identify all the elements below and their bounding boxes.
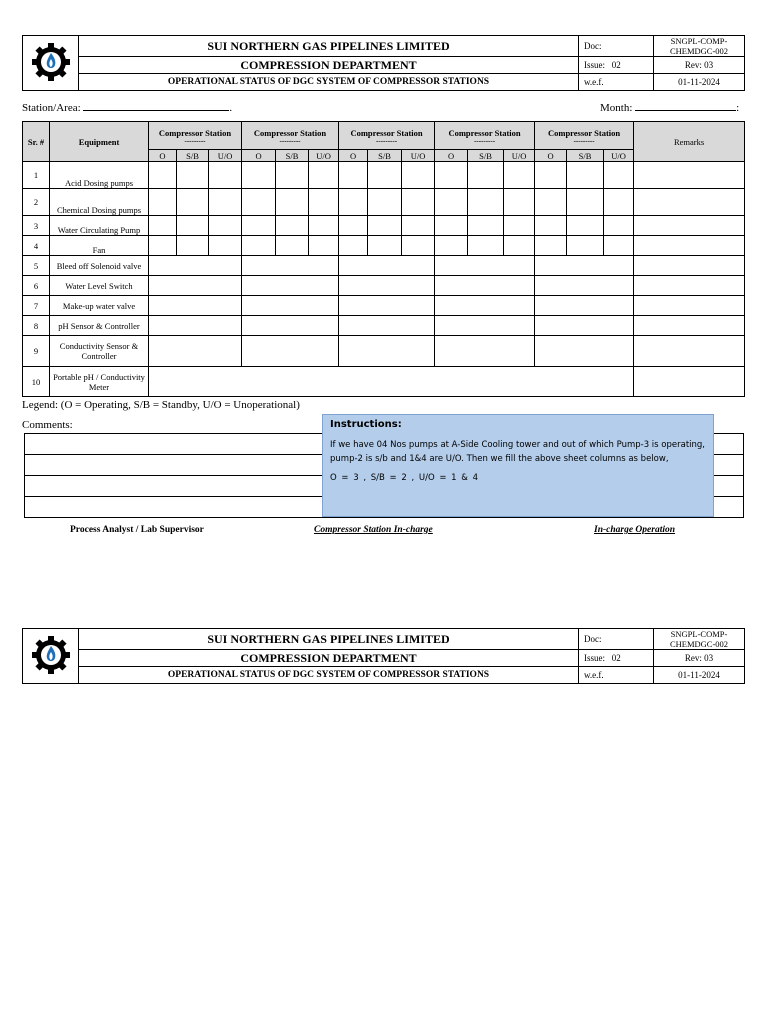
- status-subheader-o: O: [149, 150, 177, 162]
- status-entry-cell[interactable]: [276, 189, 309, 216]
- status-subheader-uo: U/O: [604, 150, 634, 162]
- station-area-label: Station/Area:: [22, 102, 81, 114]
- status-entry-cell[interactable]: [309, 162, 339, 189]
- sr-number-cell: 10: [23, 367, 50, 397]
- status-entry-cell[interactable]: [567, 236, 604, 256]
- station-header-1: [149, 122, 242, 150]
- station-entry-cell[interactable]: [149, 296, 242, 316]
- status-entry-cell[interactable]: [339, 162, 368, 189]
- status-entry-cell[interactable]: [535, 162, 567, 189]
- status-entry-cell[interactable]: [177, 189, 209, 216]
- status-entry-cell[interactable]: [535, 236, 567, 256]
- status-entry-cell[interactable]: [604, 162, 634, 189]
- station-blank-dash: ---------: [376, 136, 398, 145]
- issue-label: Issue:: [584, 653, 605, 663]
- station-header-label: Compressor Station: [253, 127, 327, 138]
- status-entry-cell[interactable]: [209, 216, 242, 236]
- status-entry-cell[interactable]: [567, 216, 604, 236]
- instructions-text: If we have 04 Nos pumps at A-Side Cooling tower and out of which Pump-3 is operating, pump-2 is s/b and 1&4 are U/O. Then we fill the above sheet columns as below,: [330, 440, 706, 464]
- station-entry-cell[interactable]: [242, 336, 339, 367]
- status-entry-cell[interactable]: [149, 189, 177, 216]
- station-entry-cell[interactable]: [242, 276, 339, 296]
- status-entry-cell[interactable]: [242, 189, 276, 216]
- signature-incharge-operation: In-charge Operation: [594, 525, 676, 535]
- company-name: SUI NORTHERN GAS PIPELINES LIMITED: [79, 629, 579, 650]
- status-entry-cell[interactable]: [242, 216, 276, 236]
- equipment-name-cell: Bleed off Solenoid valve: [50, 256, 149, 276]
- table-row: [23, 316, 745, 336]
- status-entry-cell[interactable]: [567, 189, 604, 216]
- signature-station-incharge: Compressor Station In-charge: [314, 525, 433, 535]
- station-entry-cell[interactable]: [435, 296, 535, 316]
- status-subheader-sb: S/B: [368, 150, 402, 162]
- station-header-4: [435, 122, 535, 150]
- legend: Legend: (O = Operating, S/B = Standby, U/O = Unoperational): [22, 399, 300, 411]
- status-entry-cell[interactable]: [276, 216, 309, 236]
- table-row: [23, 236, 745, 256]
- station-blank-dash: ---------: [279, 136, 301, 145]
- equipment-header: Equipment: [50, 122, 149, 162]
- status-subheader-o: O: [435, 150, 468, 162]
- remarks-cell[interactable]: [634, 236, 745, 256]
- status-entry-cell[interactable]: [468, 162, 504, 189]
- status-entry-cell[interactable]: [276, 236, 309, 256]
- status-entry-cell[interactable]: [468, 236, 504, 256]
- status-entry-cell[interactable]: [177, 162, 209, 189]
- status-entry-cell[interactable]: [535, 189, 567, 216]
- month-row: Month: :: [600, 102, 740, 114]
- sr-number-cell: 5: [23, 256, 50, 276]
- month-label: Month:: [600, 102, 633, 114]
- status-entry-cell[interactable]: [309, 216, 339, 236]
- status-entry-cell[interactable]: [309, 236, 339, 256]
- issue-label: Issue:: [584, 60, 605, 70]
- status-entry-cell[interactable]: [468, 216, 504, 236]
- station-blank-dash: ---------: [184, 136, 206, 145]
- form-title: OPERATIONAL STATUS OF DGC SYSTEM OF COMPRESSOR STATIONS: [79, 667, 579, 684]
- station-entry-cell[interactable]: [339, 256, 435, 276]
- issue-value: 02: [611, 653, 621, 663]
- status-entry-cell[interactable]: [339, 236, 368, 256]
- status-subheader-uo: U/O: [309, 150, 339, 162]
- remarks-cell[interactable]: [634, 296, 745, 316]
- status-entry-cell[interactable]: [368, 162, 402, 189]
- status-entry-cell[interactable]: [435, 216, 468, 236]
- station-header-2: [242, 122, 339, 150]
- equipment-name-cell: pH Sensor & Controller: [50, 316, 149, 336]
- status-entry-cell[interactable]: [435, 189, 468, 216]
- remarks-cell[interactable]: [634, 189, 745, 216]
- station-area-field[interactable]: [83, 100, 229, 111]
- status-entry-cell[interactable]: [402, 162, 435, 189]
- status-subheader-sb: S/B: [276, 150, 309, 162]
- station-entry-cell[interactable]: [339, 316, 435, 336]
- table-row: [23, 189, 745, 216]
- station-entry-cell[interactable]: [149, 256, 242, 276]
- remarks-cell[interactable]: [634, 256, 745, 276]
- equipment-name-cell: Conductivity Sensor & Controller: [50, 336, 149, 367]
- wef-date: 01-11-2024: [654, 74, 745, 91]
- doc-label: Doc:: [579, 36, 654, 57]
- all-stations-entry-cell[interactable]: [149, 367, 634, 397]
- company-logo: [23, 629, 79, 684]
- station-entry-cell[interactable]: [435, 336, 535, 367]
- equipment-name-cell: Water Level Switch: [50, 276, 149, 296]
- status-entry-cell[interactable]: [435, 236, 468, 256]
- department-name: COMPRESSION DEPARTMENT: [79, 650, 579, 667]
- status-entry-cell[interactable]: [177, 236, 209, 256]
- doc-number: SNGPL-COMP-CHEMDGC-002: [654, 629, 745, 650]
- status-entry-cell[interactable]: [368, 216, 402, 236]
- status-entry-cell[interactable]: [339, 216, 368, 236]
- issue-value: 02: [611, 60, 621, 70]
- status-subheader-uo: U/O: [504, 150, 535, 162]
- station-entry-cell[interactable]: [535, 316, 634, 336]
- table-row: [23, 296, 745, 316]
- status-subheader-o: O: [339, 150, 368, 162]
- sr-number-cell: 6: [23, 276, 50, 296]
- status-entry-cell[interactable]: [309, 189, 339, 216]
- wef-label: w.e.f.: [579, 667, 654, 684]
- status-entry-cell[interactable]: [402, 216, 435, 236]
- station-entry-cell[interactable]: [149, 316, 242, 336]
- gear-flame-logo-icon: [29, 633, 73, 677]
- station-entry-cell[interactable]: [435, 256, 535, 276]
- status-subheader-o: O: [242, 150, 276, 162]
- status-entry-cell[interactable]: [604, 236, 634, 256]
- status-entry-cell[interactable]: [402, 189, 435, 216]
- station-header-3: [339, 122, 435, 150]
- wef-date: 01-11-2024: [654, 667, 745, 684]
- table-row: [23, 276, 745, 296]
- status-subheader-sb: S/B: [567, 150, 604, 162]
- month-field[interactable]: [635, 100, 736, 111]
- status-entry-cell[interactable]: [339, 189, 368, 216]
- sr-number-cell: 9: [23, 336, 50, 367]
- remarks-cell[interactable]: [634, 276, 745, 296]
- doc-number: SNGPL-COMP-CHEMDGC-002: [654, 36, 745, 57]
- status-entry-cell[interactable]: [402, 236, 435, 256]
- station-header-label: Compressor Station: [350, 127, 423, 138]
- station-entry-cell[interactable]: [339, 276, 435, 296]
- station-entry-cell[interactable]: [535, 296, 634, 316]
- remarks-cell[interactable]: [634, 216, 745, 236]
- status-entry-cell[interactable]: [209, 162, 242, 189]
- status-entry-cell[interactable]: [242, 162, 276, 189]
- status-entry-cell[interactable]: [368, 189, 402, 216]
- doc-label: Doc:: [579, 629, 654, 650]
- status-entry-cell[interactable]: [567, 162, 604, 189]
- equipment-status-table: [22, 121, 745, 397]
- status-subheader-sb: S/B: [468, 150, 504, 162]
- comments-label: Comments:: [22, 419, 73, 431]
- remarks-header: Remarks: [634, 122, 745, 162]
- station-entry-cell[interactable]: [535, 256, 634, 276]
- status-entry-cell[interactable]: [504, 236, 535, 256]
- instructions-title: Instructions:: [330, 419, 402, 430]
- form-title: OPERATIONAL STATUS OF DGC SYSTEM OF COMPRESSOR STATIONS: [79, 74, 579, 91]
- status-subheader-uo: U/O: [402, 150, 435, 162]
- document-header-page-2: [22, 628, 745, 684]
- status-entry-cell[interactable]: [504, 189, 535, 216]
- status-entry-cell[interactable]: [504, 162, 535, 189]
- wef-label: w.e.f.: [579, 74, 654, 91]
- station-entry-cell[interactable]: [149, 336, 242, 367]
- sr-number-cell: 4: [23, 236, 50, 256]
- status-subheader-sb: S/B: [177, 150, 209, 162]
- sr-number-cell: 7: [23, 296, 50, 316]
- status-entry-cell[interactable]: [604, 189, 634, 216]
- revision: Rev: 03: [654, 650, 745, 667]
- status-entry-cell[interactable]: [435, 162, 468, 189]
- remarks-cell[interactable]: [634, 336, 745, 367]
- remarks-cell[interactable]: [634, 316, 745, 336]
- station-header-5: [535, 122, 634, 150]
- status-entry-cell[interactable]: [468, 189, 504, 216]
- company-logo: [23, 36, 79, 91]
- station-entry-cell[interactable]: [242, 256, 339, 276]
- station-entry-cell[interactable]: [339, 296, 435, 316]
- station-blank-dash: ---------: [474, 136, 496, 145]
- status-entry-cell[interactable]: [209, 236, 242, 256]
- station-header-label: Compressor Station: [547, 127, 621, 138]
- equipment-name-cell: Chemical Dosing pumps: [50, 189, 149, 216]
- equipment-name-cell: Acid Dosing pumps: [50, 162, 149, 189]
- remarks-cell[interactable]: [634, 367, 745, 397]
- status-entry-cell[interactable]: [535, 216, 567, 236]
- company-name: SUI NORTHERN GAS PIPELINES LIMITED: [79, 36, 579, 57]
- status-subheader-o: O: [535, 150, 567, 162]
- status-subheader-uo: U/O: [209, 150, 242, 162]
- equipment-name-cell: Water Circulating Pump: [50, 216, 149, 236]
- status-entry-cell[interactable]: [149, 236, 177, 256]
- sr-header: Sr. #: [23, 122, 50, 162]
- equipment-name-cell: Fan: [50, 236, 149, 256]
- status-entry-cell[interactable]: [368, 236, 402, 256]
- station-entry-cell[interactable]: [149, 276, 242, 296]
- station-entry-cell[interactable]: [535, 276, 634, 296]
- equipment-name-cell: Portable pH / Conductivity Meter: [50, 367, 149, 397]
- status-entry-cell[interactable]: [149, 162, 177, 189]
- instructions-callout: [322, 414, 714, 517]
- status-entry-cell[interactable]: [177, 216, 209, 236]
- department-name: COMPRESSION DEPARTMENT: [79, 57, 579, 74]
- instructions-example: O = 3 , S/B = 2 , U/O = 1 & 4: [330, 473, 479, 483]
- station-entry-cell[interactable]: [435, 276, 535, 296]
- signature-process-analyst: Process Analyst / Lab Supervisor: [70, 525, 204, 535]
- equipment-name-cell: Make-up water valve: [50, 296, 149, 316]
- status-entry-cell[interactable]: [276, 162, 309, 189]
- revision: Rev: 03: [654, 57, 745, 74]
- table-row: [23, 162, 745, 189]
- sr-number-cell: 8: [23, 316, 50, 336]
- remarks-cell[interactable]: [634, 162, 745, 189]
- station-entry-cell[interactable]: [339, 336, 435, 367]
- sr-number-cell: 1: [23, 162, 50, 189]
- table-row: [23, 336, 745, 367]
- status-entry-cell[interactable]: [604, 216, 634, 236]
- station-header-label: Compressor Station: [448, 127, 521, 138]
- table-row: [23, 256, 745, 276]
- gear-flame-logo-icon: [29, 40, 73, 84]
- status-entry-cell[interactable]: [504, 216, 535, 236]
- station-blank-dash: ---------: [573, 136, 595, 145]
- status-entry-cell[interactable]: [242, 236, 276, 256]
- sr-number-cell: 2: [23, 189, 50, 216]
- station-area-row: Station/Area: .: [22, 102, 233, 114]
- station-entry-cell[interactable]: [535, 336, 634, 367]
- status-entry-cell[interactable]: [149, 216, 177, 236]
- station-entry-cell[interactable]: [242, 296, 339, 316]
- table-row: [23, 216, 745, 236]
- document-header: [22, 35, 745, 91]
- station-header-label: Compressor Station: [158, 127, 232, 138]
- station-entry-cell[interactable]: [242, 316, 339, 336]
- station-entry-cell[interactable]: [435, 316, 535, 336]
- sr-number-cell: 3: [23, 216, 50, 236]
- table-row: [23, 367, 745, 397]
- status-entry-cell[interactable]: [209, 189, 242, 216]
